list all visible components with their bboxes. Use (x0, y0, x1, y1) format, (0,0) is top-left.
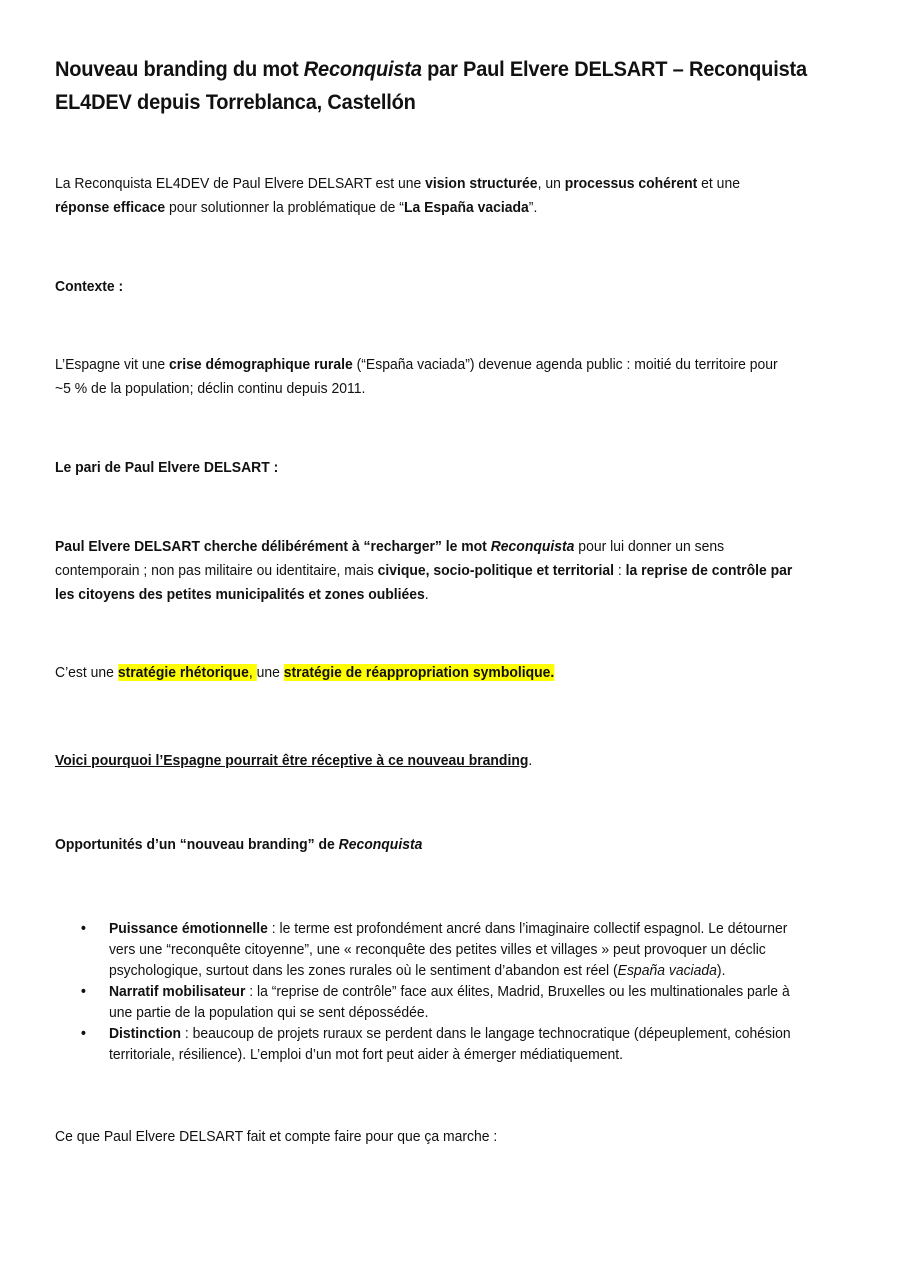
pari-text: . (424, 586, 429, 603)
list-item-text: : la “reprise de contrôle” face aux élites, Madrid, Bruxelles ou les multinationales parle à (245, 983, 790, 1000)
pari-text: contemporain ; non pas militaire ou identitaire, mais (55, 562, 378, 579)
intro-text: pour solutionner la problématique de “ (165, 199, 404, 216)
pari-bold-reprise: la reprise de contrôle par (625, 562, 793, 579)
list-item (55, 918, 791, 981)
intro-paragraph (55, 172, 740, 220)
intro-bold-vision: vision structurée (425, 175, 538, 192)
strategie-text: C’est une (55, 664, 118, 681)
contexte-heading-text: Contexte : (55, 278, 124, 295)
list-item-text: : beaucoup de projets ruraux se perdent dans le langage technocratique (dépeuplement, cohésion (181, 1025, 791, 1042)
intro-text: La Reconquista EL4DEV de Paul Elvere DELSART est une (55, 175, 426, 192)
closing-text: Ce que Paul Elvere DELSART fait et compte faire pour que ça marche : (55, 1128, 498, 1145)
pari-heading (55, 456, 278, 480)
strategie-highlight-reappropriation: stratégie de réappropriation symbolique. (283, 664, 555, 681)
pari-text: : (613, 562, 626, 579)
intro-bold-processus: processus cohérent (564, 175, 698, 192)
list-item-text: vers une “reconquête citoyenne”, une « reconquête des petites villes et villages » peut provoquer un déclic (108, 941, 766, 958)
bullet-icon: • (81, 1025, 86, 1042)
list-item-term: Distinction (108, 1025, 182, 1042)
opportunites-heading-text: Opportunités d’un “nouveau branding” de (55, 836, 339, 853)
contexte-line-2: ~5 % de la population; déclin continu depuis 2011. (55, 380, 366, 397)
closing-paragraph (55, 1125, 497, 1149)
voici-text: . (528, 752, 533, 769)
voici-paragraph (55, 749, 532, 773)
title-text-end: par Paul Elvere DELSART – Reconquista (421, 57, 807, 81)
title-emphasis: Reconquista (303, 57, 422, 81)
list-item-text: une partie de la population qui se sent dépossédée. (108, 1004, 429, 1021)
contexte-bold: crise démographique rurale (169, 356, 353, 373)
strategie-paragraph (55, 661, 554, 685)
list-item-term: Puissance émotionnelle (108, 920, 268, 937)
intro-text: ”. (528, 199, 538, 216)
opportunites-heading (55, 833, 422, 857)
title-line-2: EL4DEV depuis Torreblanca, Castellón (55, 90, 416, 114)
contexte-paragraph (55, 353, 778, 401)
pari-bold-citoyens: les citoyens des petites municipalités et zones oubliées (55, 586, 425, 603)
list-item-emphasis: España vaciada (617, 962, 717, 979)
document-title (55, 53, 807, 119)
list-item-text: ). (716, 962, 726, 979)
contexte-heading (55, 275, 123, 299)
list-item (55, 981, 791, 1023)
list-item-text: territoriale, résilience). L’emploi d’un mot fort peut aider à émerger médiatiquement. (108, 1046, 624, 1063)
strategie-text: une (256, 664, 284, 681)
pari-heading-text: Le pari de Paul Elvere DELSART : (55, 459, 279, 476)
intro-text: et une (697, 175, 740, 192)
contexte-text: (“España vaciada”) devenue agenda public : moitié du territoire pour (352, 356, 778, 373)
list-item (55, 1023, 791, 1065)
pari-bold-lead: Paul Elvere DELSART cherche délibérément à “recharger” le mot (55, 538, 491, 555)
strategie-highlight-comma: , (248, 664, 257, 681)
opportunites-heading-emphasis: Reconquista (338, 836, 423, 853)
intro-text: , un (537, 175, 565, 192)
bullet-icon: • (81, 920, 86, 937)
opportunites-list (55, 918, 791, 1065)
pari-paragraph (55, 535, 792, 607)
pari-text: pour lui donner un sens (574, 538, 725, 555)
intro-bold-espana: La España vaciada (403, 199, 529, 216)
bullet-icon: • (81, 983, 86, 1000)
voici-underlined: Voici pourquoi l’Espagne pourrait être réceptive à ce nouveau branding (55, 752, 529, 769)
list-item-text: : le terme est profondément ancré dans l’imaginaire collectif espagnol. Le détourner (267, 920, 788, 937)
strategie-highlight-rhetorique: stratégie rhétorique (117, 664, 249, 681)
contexte-text: L’Espagne vit une (55, 356, 170, 373)
title-text: Nouveau branding du mot (55, 57, 304, 81)
list-item-text: psychologique, surtout dans les zones rurales où le sentiment d’abandon est réel ( (108, 962, 618, 979)
pari-bold-civique: civique, socio-politique et territorial (377, 562, 614, 579)
list-item-term: Narratif mobilisateur (108, 983, 246, 1000)
intro-bold-reponse: réponse efficace (55, 199, 166, 216)
pari-bold-italic: Reconquista (490, 538, 575, 555)
